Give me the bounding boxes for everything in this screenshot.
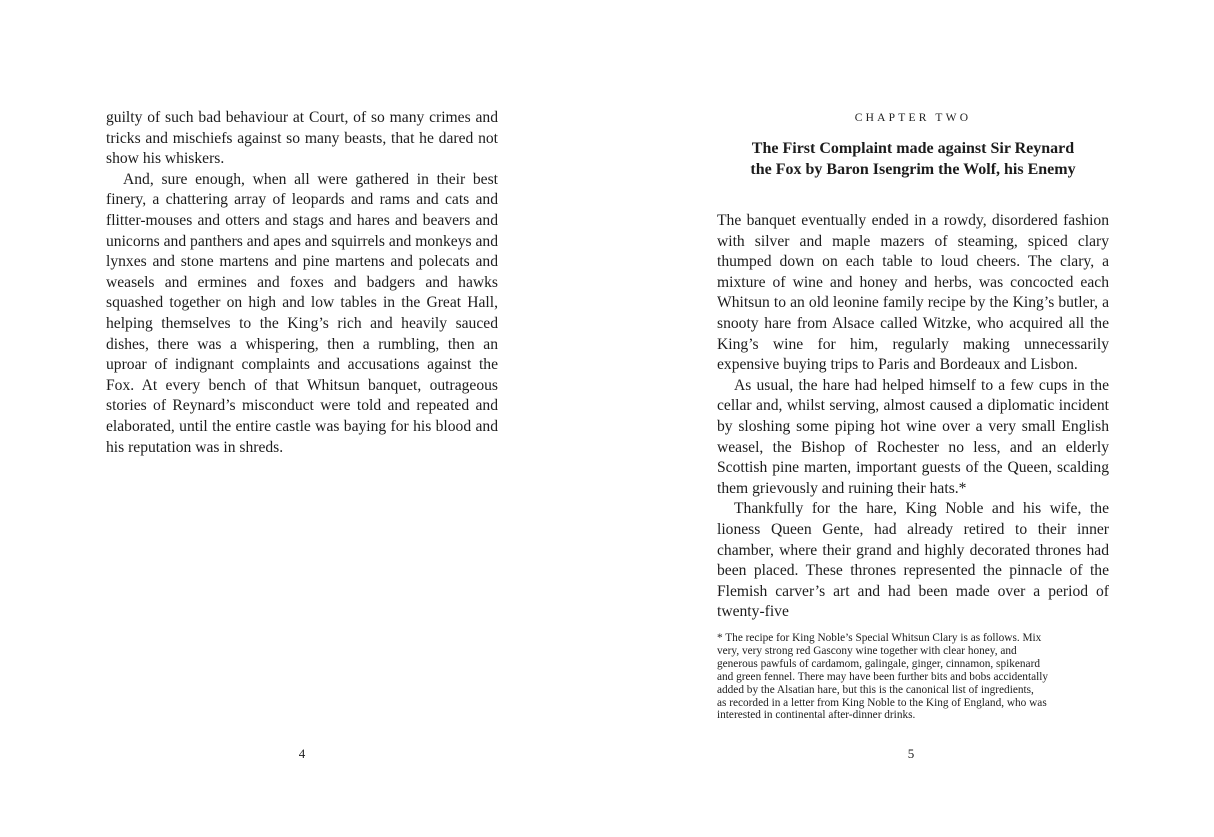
left-paragraph-1: guilty of such bad behaviour at Court, of so many crimes and tricks and mischiefs against so many beasts, that he dared not show his whiskers. — [106, 109, 498, 168]
chapter-label: CHAPTER TWO — [854, 112, 972, 124]
footnote-line: and green fennel. There may have been further bits and bobs accidentally — [717, 670, 1049, 683]
page-number-left: 4 — [298, 746, 306, 761]
footnote-line: added by the Alsatian hare, but this is the canonical list of ingredients, — [717, 683, 1034, 696]
left-body-text — [106, 108, 498, 458]
footnote-line: very, very strong red Gascony wine together with clear honey, and — [717, 644, 1017, 657]
chapter-title-line-2: the Fox by Baron Isengrim the Wolf, his Enemy — [750, 161, 1076, 178]
footnote-line: interested in continental after-dinner drinks. — [717, 709, 916, 722]
right-body-text — [717, 211, 1109, 623]
footnote-line: generous pawfuls of cardamom, galingale, ginger, cinnamon, spikenard — [717, 657, 1040, 670]
page-number-right: 5 — [907, 746, 915, 761]
chapter-title — [717, 138, 1109, 180]
footnote-line: * The recipe for King Noble’s Special Whitsun Clary is as follows. Mix — [717, 632, 1042, 644]
footnote-line: as recorded in a letter from King Noble to the King of England, who was — [717, 696, 1047, 709]
chapter-title-line-1: The First Complaint made against Sir Reynard — [751, 140, 1075, 157]
right-paragraph-3: Thankfully for the hare, King Noble and his wife, the lioness Queen Gente, had already retired to their inner chamber, where their grand and highly decorated thrones had been placed. These thrones represented the pinnacle of the Flemish carver’s art and had been made over a period of twenty-five — [717, 500, 1109, 621]
footnote — [717, 632, 1117, 722]
right-paragraph-1: The banquet eventually ended in a rowdy, disordered fashion with silver and maple mazers of steaming, spiced clary thumped down on each table to loud cheers. The clary, a mixture of wine and honey and herbs, was concocted each Whitsun to an old leonine family recipe by the King’s butler, a snooty hare from Alsace called Witzke, who acquired all the King’s wine for him, regularly making unnecessarily expensive buying trips to Paris and Bordeaux and Lisbon. — [717, 212, 1109, 374]
right-paragraph-2: As usual, the hare had helped himself to a few cups in the cellar and, whilst serving, almost caused a diplomatic incident by sloshing some piping hot wine over a very small English weasel, the Bishop of Rochester no less, and an elderly Scottish pine marten, important guests of the Queen, scalding them grievously and ruining their hats.* — [717, 376, 1109, 497]
left-paragraph-2: And, sure enough, when all were gathered in their best finery, a chattering array of leopards and rams and cats and flitter-mouses and otters and stags and hares and beavers and unicorns and panthers and apes and squirrels and monkeys and lynxes and stone martens and pine martens and polecats and weasels and ermines and foxes and badgers and hawks squashed together on high and low tables in the Great Hall, helping themselves to the King’s rich and heavily sauced dishes, there was a whispering, then a rumbling, then an uproar of indignant complaints and accusations against the Fox. At every bench of that Whitsun banquet, outrageous stories of Reynard’s misconduct were told and repeated and elaborated, until the entire castle was baying for his blood and his reputation was in shreds. — [106, 170, 498, 456]
right-page — [607, 0, 1214, 837]
